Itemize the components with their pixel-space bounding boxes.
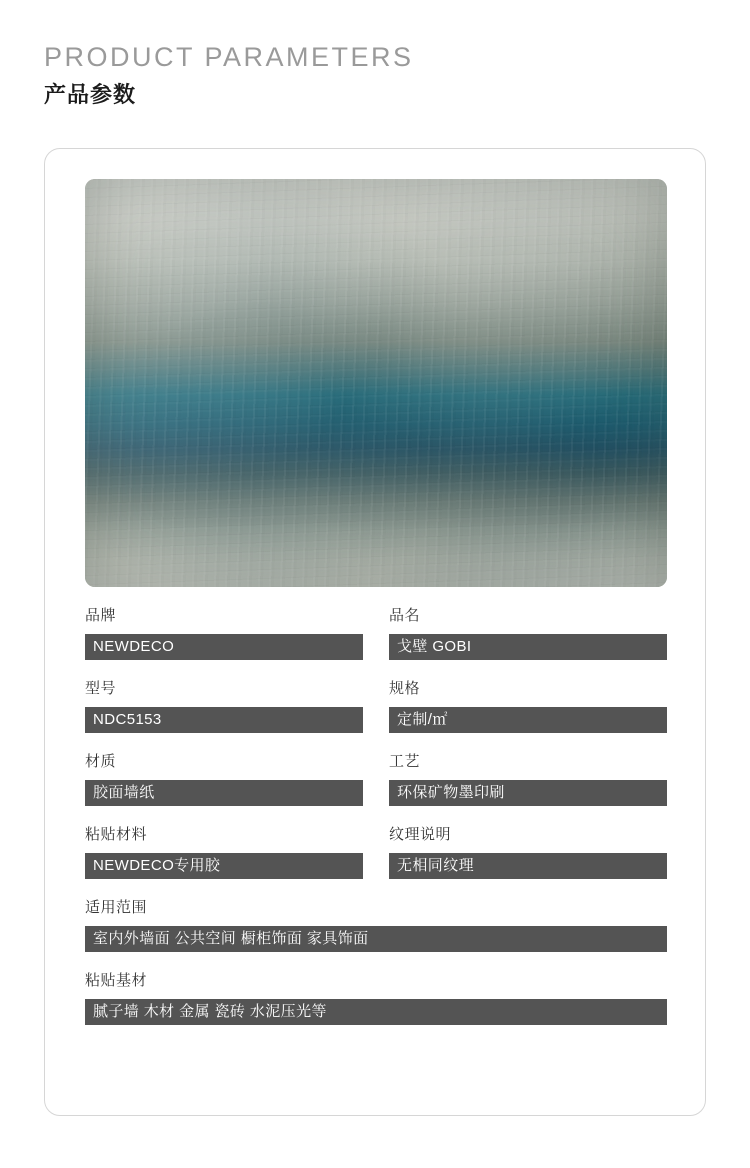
page-title-cn: 产品参数 bbox=[44, 82, 137, 107]
parameter-row bbox=[85, 824, 667, 897]
parameter-product-name bbox=[389, 605, 667, 660]
parameter-label: 品牌 bbox=[85, 607, 117, 624]
parameter-application-scope bbox=[85, 897, 667, 952]
parameter-row bbox=[85, 751, 667, 824]
parameter-label: 粘贴基材 bbox=[85, 972, 148, 989]
parameter-list bbox=[85, 605, 667, 1043]
parameter-value: 腻子墙 木材 金属 瓷砖 水泥压光等 bbox=[85, 999, 667, 1025]
product-image-vignette bbox=[85, 179, 667, 587]
parameter-value: 无相同纹理 bbox=[389, 853, 667, 879]
parameter-value: NEWDECO bbox=[85, 634, 363, 660]
parameter-label: 纹理说明 bbox=[389, 826, 452, 843]
parameter-value: NEWDECO专用胶 bbox=[85, 853, 363, 879]
page-header bbox=[44, 40, 414, 110]
parameter-substrate bbox=[85, 970, 667, 1025]
parameter-label: 型号 bbox=[85, 680, 117, 697]
parameter-row bbox=[85, 678, 667, 751]
page-title-en: PRODUCT PARAMETERS bbox=[44, 42, 414, 72]
parameter-value: 环保矿物墨印刷 bbox=[389, 780, 667, 806]
parameter-label: 材质 bbox=[85, 753, 117, 770]
parameter-row bbox=[85, 897, 667, 970]
parameter-craft bbox=[389, 751, 667, 806]
parameter-label: 适用范围 bbox=[85, 899, 148, 916]
parameter-label: 品名 bbox=[389, 607, 421, 624]
parameter-specification bbox=[389, 678, 667, 733]
parameter-value: 戈壁 GOBI bbox=[389, 634, 667, 660]
parameter-material bbox=[85, 751, 363, 806]
parameter-label: 规格 bbox=[389, 680, 421, 697]
parameter-value: NDC5153 bbox=[85, 707, 363, 733]
product-image bbox=[85, 179, 667, 587]
parameter-model bbox=[85, 678, 363, 733]
parameter-row bbox=[85, 605, 667, 678]
parameter-row bbox=[85, 970, 667, 1043]
parameter-value: 定制/㎡ bbox=[389, 707, 667, 733]
product-card bbox=[44, 148, 706, 1116]
parameter-value: 胶面墙纸 bbox=[85, 780, 363, 806]
parameter-label: 粘贴材料 bbox=[85, 826, 148, 843]
parameter-texture-note bbox=[389, 824, 667, 879]
parameter-adhesive bbox=[85, 824, 363, 879]
parameter-value: 室内外墙面 公共空间 橱柜饰面 家具饰面 bbox=[85, 926, 667, 952]
parameter-label: 工艺 bbox=[389, 753, 421, 770]
parameter-brand bbox=[85, 605, 363, 660]
